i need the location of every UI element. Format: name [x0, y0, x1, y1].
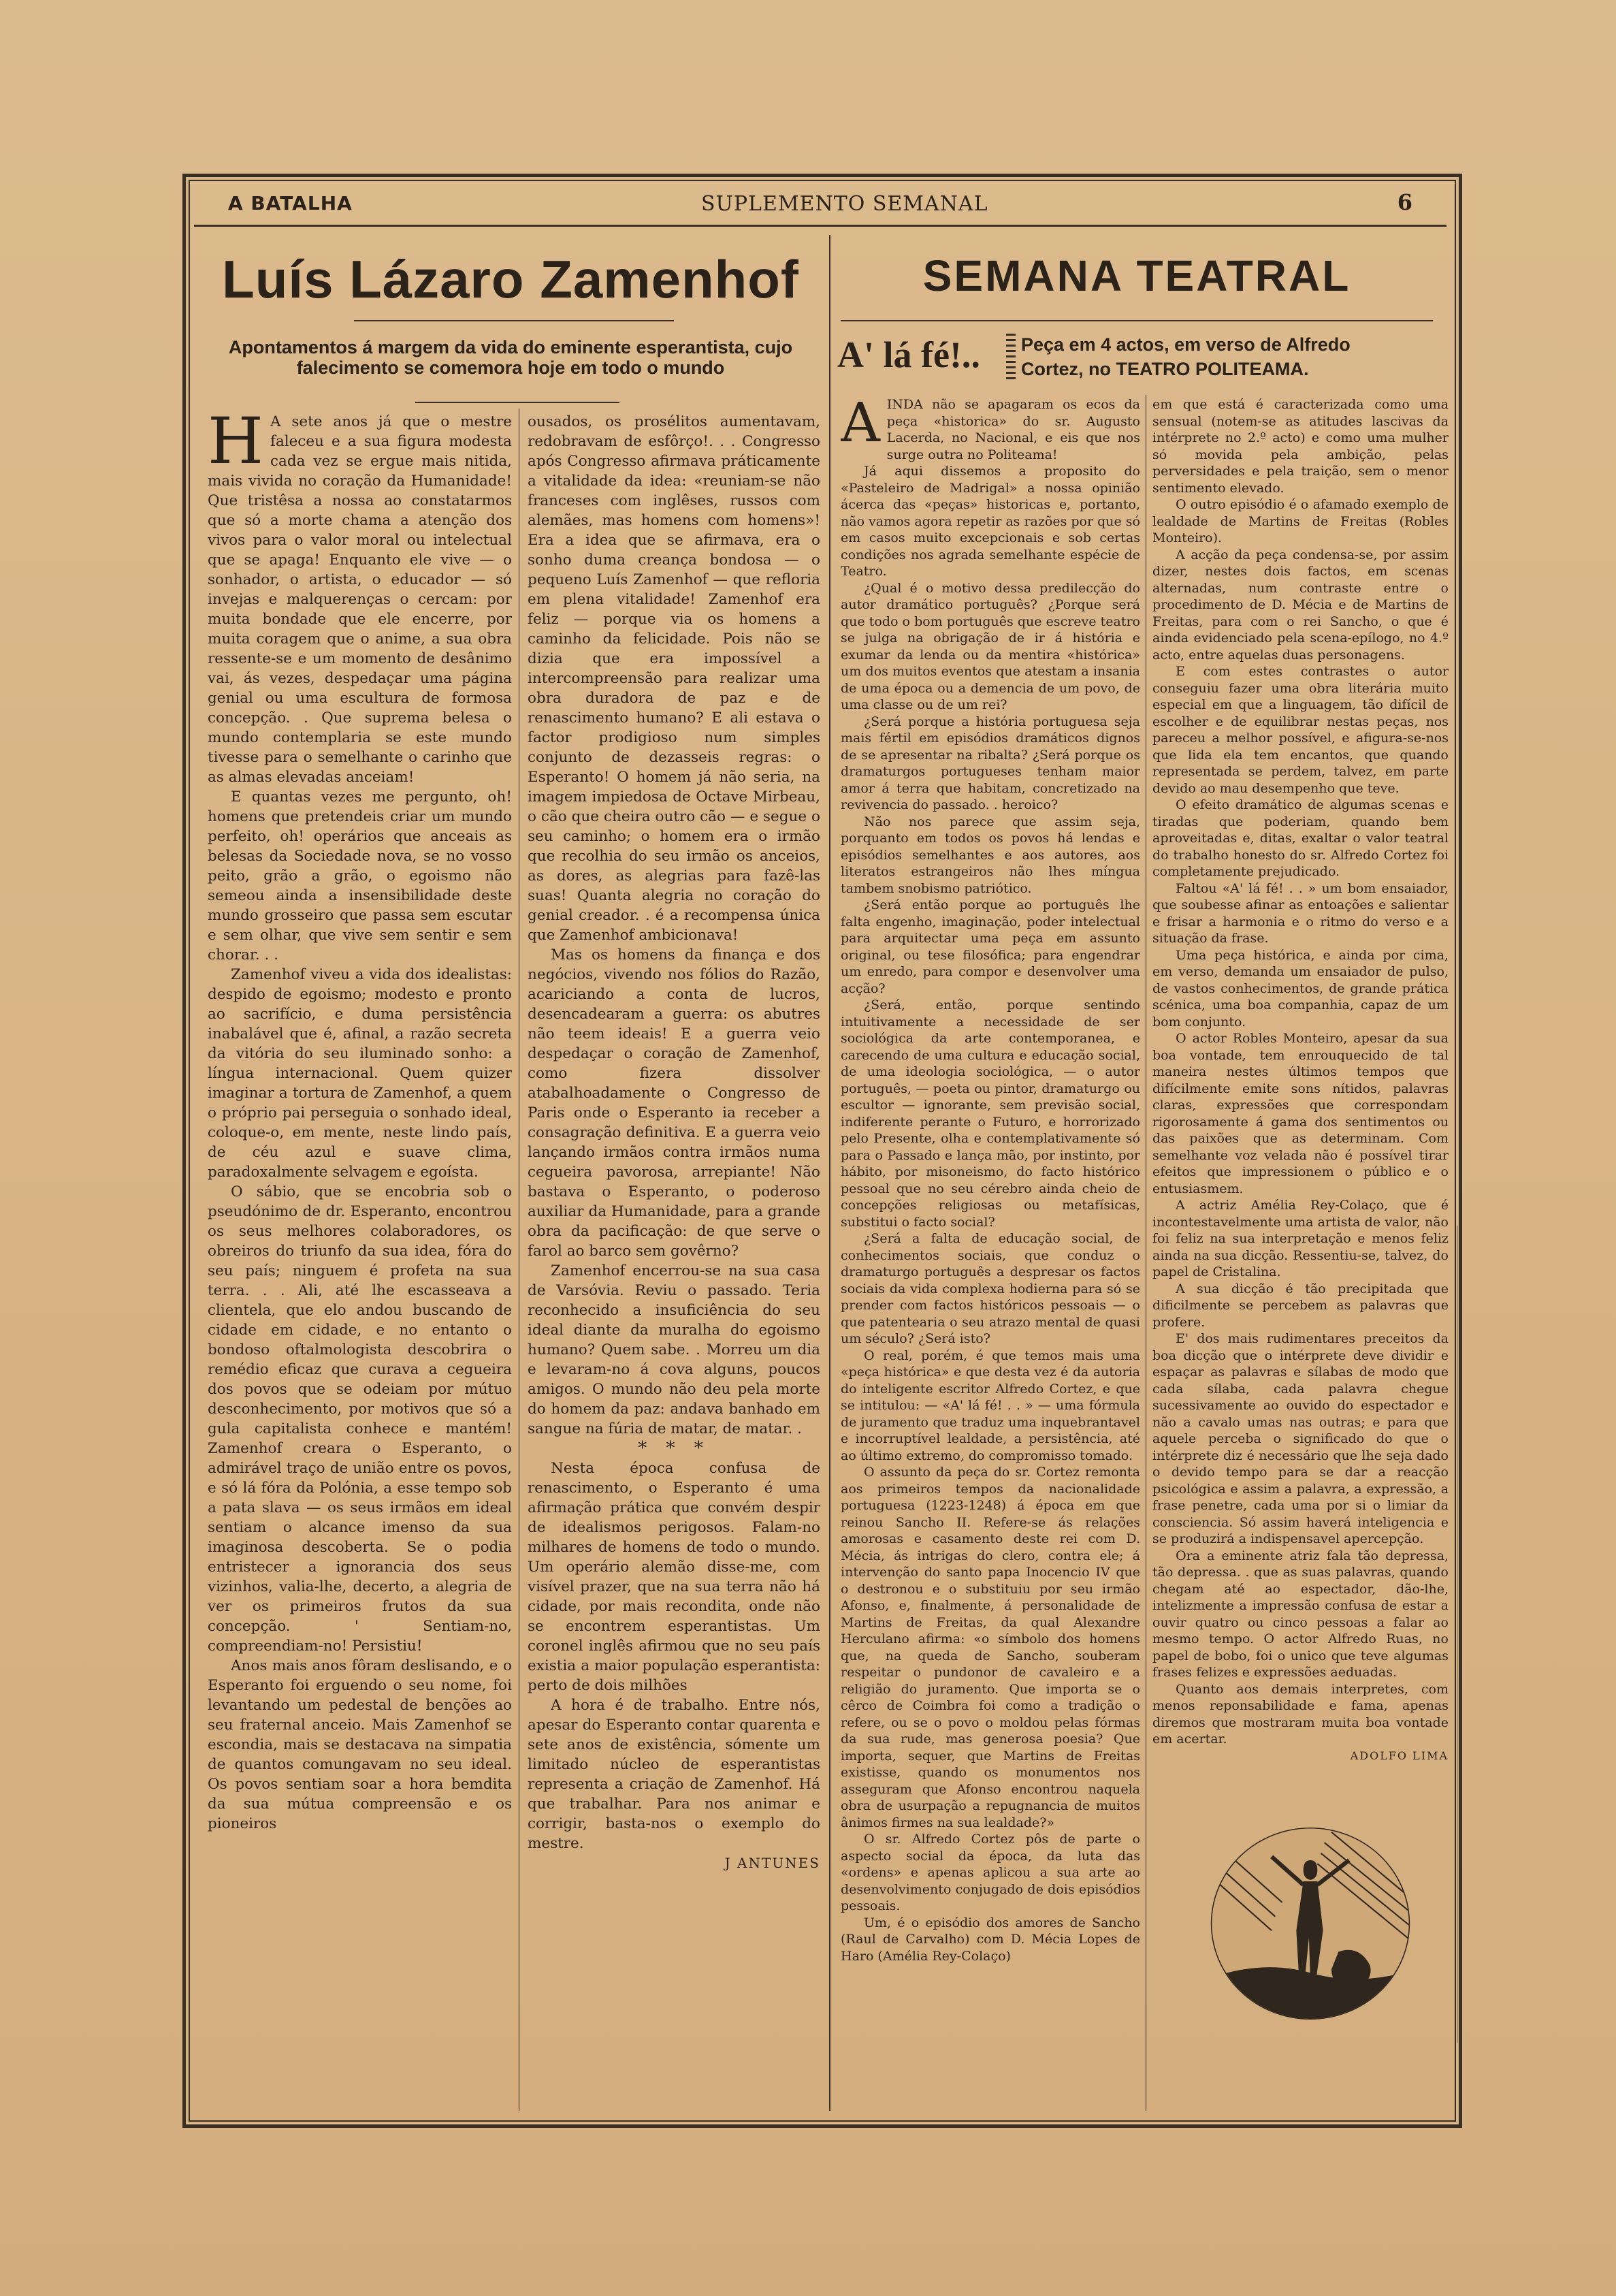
paragraph: A sua dicção é tão precipitada que dificilmente se percebem as palavras que profere. — [1152, 1281, 1449, 1330]
title-rule — [354, 320, 674, 321]
paragraph: O efeito dramático de algumas scenas e tiradas que poderiam, quando bem aproveitadas e, ditas, exaltar o valor teatral do trabalho honesto do sr. Alfredo Cortez foi completamente prejudicado. — [1152, 797, 1449, 879]
paragraph: O sábio, que se encobria sob o pseudónimo de dr. Esperanto, encontrou os seus melhores colaboradores, os obreiros do triunfo da sua idea, fóra do seu país; ninguem é profeta na sua terra. . . Ali, até lhe escasseava a clientela, que elo andou buscando de cidade em cidade, e no entanto o bondoso oftalmologista descobrira o remédio eficaz que curava a cegueira dos povos que se odeiam por mútuo desconhecimento, por motivos que só a gula capitalista conhece e mantém! Zamenhof creara o Esperanto, o admirável traço de união entre os povos, e só lá fóra da Polónia, a esse tempo sob a pata slava — os seus irmãos em ideal sentiam o alcance imenso da sua imaginosa descoberta. Se o podia entristecer a ignorancia dos seus vizinhos, valia-lhe, decerto, a alegria de ver os primeiros frutos da sua concepção. ' Sentiam-no, compreendiam-no! Persistiu! — [208, 1183, 512, 1655]
paragraph: Mas os homens da finança e dos negócios, vivendo nos fólios do Razão, acariciando a conta de lucros, desencadearam a guerra: os abutres não teem ideais! E a guerra veio despedaçar o coração de Zamenhof, como fizera dissolver atabalhoadamente o Congresso de Paris onde o Esperanto ia receber a consagração definitiva. E a guerra veio lançando irmãos contra irmãos numa cegueira pavorosa, arrepiante! Não bastava o Esperanto, o poderoso auxiliar da Humanidade, para a grande obra da pacificação: de que serve o farol ao barco sem govêrno? — [528, 946, 820, 1260]
woodcut-figure-icon — [1205, 1818, 1416, 2029]
ornament-bar — [1006, 334, 1016, 383]
paragraph: A hora é de trabalho. Entre nós, apesar do Esperanto contar quarenta e sete anos de existência, sómente um limitado núcleo de esperantistas representa a criação de Zamenhof. Há que trabalhar. Para nos animar e corrigir, basta-nos o exemplo do mestre. — [528, 1697, 820, 1852]
paragraph: ousados, os prosélitos aumentavam, redobravam de esfôrço!. . . Congresso após Congresso afirmava práticamente a vitalidade da idea: «reuniam-se não franceses com inglêses, russos com alemães, mas homens com homens»! Era a idea que se afirmava, era o sonho duma creança bondosa — o pequeno Luís Zamenhof — que refloria em plena vitalidade! Zamenhof era feliz — porque via os homens a caminho da felicidade. Pois não se dizia que era impossível a intercompreensão para realizar uma obra duradora de paz e de renascimento humano? E ali estava o factor prodigioso num simples conjunto de dezasseis regras: o Esperanto! O homem já não seria, na imagem impiedosa de Octave Mirbeau, o cão que cheira outro cão — e segue o seu caminho; o homem era o irmão que recolhia do seu irmão os anceios, as dores, as alegrias para fazê-las suas! Quanta alegria no coração do genial creador. . é a recompensa única que Zamenhof ambicionava! — [528, 413, 820, 944]
paragraph: O outro episódio é o afamado exemplo de lealdade de Martins de Freitas (Robles Monteiro). — [1152, 497, 1449, 545]
paragraph: E quantas vezes me pergunto, oh! homens que pretendeis criar um mundo perfeito, oh! operários que anceais as belesas da Sociedade nova, se no vosso peito, grão a grão, o egoismo não semeou ainda a insensibilidade deste mundo grosseiro que passa sem escutar e sem olhar, que vive sem sentir e sem chorar. . . — [208, 788, 512, 963]
paragraph: Anos mais anos fôram deslisando, e o Esperanto foi erguendo o seu nome, foi levantando um pedestal de benções ao seu fraternal anceio. Mais Zamenhof se escondia, mais se destacava na simpatia de quantos comungavam no seu ideal. Os povos sentiam soar a hora bemdita da sua mútua compreensão e os pioneiros — [208, 1657, 512, 1832]
paragraph: Quanto aos demais interpretes, com menos reponsabilidade e fama, apenas diremos que mostraram muita boa vontade em acertar. — [1152, 1681, 1449, 1747]
subtitle-rule — [415, 402, 619, 403]
paragraph: Não nos parece que assim seja, porquanto em todos os povos há lendas e episódios semelhantes e aos autores, aos literatos estrangeiros não lhes míngua tambem snobismo patriótico. — [841, 814, 1140, 896]
paragraph: Um, é o episódio dos amores de Sancho (Raul de Carvalho) com D. Mécia Lopes de Haro (Amélia Rey-Colaço) — [841, 1915, 1140, 1964]
article-title: Luís Lázaro Zamenhof — [222, 249, 799, 309]
paragraph: Uma peça histórica, e ainda por cima, em verso, demanda um ensaiador de pulso, de vastos conhecimentos, de grande prática scénica, uma boa companhia, capaz de um bom conjunto. — [1152, 947, 1449, 1030]
page-crease — [1457, 1226, 1458, 2043]
paragraph: ¿Será, então, porque sentindo intuitivamente a necessidade de ser sociológica da arte contemporanea, e carecendo de uma cultura e educação social, de uma ideologia sociológica, — o autor português, — poeta ou pintor, dramaturgo ou escultor — ignorante, sem previsão social, indiferente perante o Futuro, e horrorizado pelo Presente, olha e contemplativamente só para o Passado e lança mão, por instinto, por hábito, por misoneismo, do facto histórico pessoal que no seu cérebro ainda cheio de concepções religiosas ou metafísicas, substitui o facto social? — [841, 998, 1140, 1230]
paragraph: Faltou «A' lá fé! . . » um bom ensaiador, que soubesse afinar as entoações e salientar e frisar a harmonia e o ritmo do verso e a situação da frase. — [1152, 880, 1449, 946]
paragraph: Já aqui dissemos a proposito do «Pasteleiro de Madrigal» a nossa opinião ácerca das «peças» historicas e, portanto, não vamos agora repetir as razões por que só em casos muito excepcionais e sob certas condições nos agrada semelhante espécie de Teatro. — [841, 464, 1140, 579]
author-signature: J ANTUNES — [724, 1855, 820, 1871]
paragraph: A acção da peça condensa-se, por assim dizer, nestes dois factos, em scenas alternadas, num contraste entre o procedimento de D. Mécia e de Martins de Freitas, para com o rei Sancho, o que é ainda evidenciado pela scena-epílogo, no 4.º acto, entre aquelas duas personagens. — [1152, 547, 1449, 663]
paragraph: O sr. Alfredo Cortez pôs de parte o aspecto social da época, da luta das «ordens» e apenas aplicou a sua arte ao desenvolvimento conjugado de dois episódios pessoais. — [841, 1832, 1140, 1913]
paragraph: ¿Será a falta de educação social, de conhecimentos sociais, que conduz o dramaturgo português a despresar os factos sociais da vida complexa hodierna para só se prender com factos históricos pessoais — o que patentearia o seu atrazo mental de quasi um século? ¿Será isto? — [841, 1231, 1140, 1346]
right-article-column-2 — [1152, 396, 1449, 1813]
page-header — [194, 184, 1447, 227]
main-divider — [829, 235, 830, 2111]
right-article-column-1 — [841, 396, 1140, 2107]
paragraph: A actriz Amélia Rey-Colaço, que é incontestavelmente uma artista de valor, não foi feliz na sua interpretação e menos feliz ainda na sua dicção. Ressentiu-se, talvez, do papel de Cristalina. — [1152, 1198, 1449, 1279]
play-subtitle-line: Cortez, no TEATRO POLITEAMA. — [1021, 359, 1309, 379]
left-article-column-2 — [528, 412, 820, 2111]
dropcap: H — [208, 412, 263, 479]
paragraph: ¿Será então porque ao português lhe falta engenho, imaginação, poder intelectual para arquitectar uma peça em assunto original, ou tese filosófica; para engendrar um enredo, para compor e desenvolver uma acção? — [841, 897, 1140, 996]
article-subtitle: Apontamentos á margem da vida do eminente esperantista, cujo falecimento se comemora hoje em todo o mundo — [228, 337, 793, 378]
paragraph: ¿Qual é o motivo dessa predilecção do autor dramático português? ¿Porque será que todo o bom português que escreve teatro se julga na obrigação de ir á história e exumar da lenda ou da mentira «histórica» um dos muitos eventos que atestam a insania de uma época ou a demencia de um povo, de uma classe ou de um rei? — [841, 580, 1140, 712]
paragraph: Ora a eminente atriz fala tão depressa, tão depressa. . que as suas palavras, quando chegam até ao espectador, dão-lhe, intelizmente a impressão confusa de estar a ouvir quatro ou cinco pessoas a falar ao mesmo tempo. O actor Alfredo Ruas, no papel de bobo, foi o unico que teve algumas frases felizes e expressões aeduadas. — [1152, 1548, 1449, 1680]
play-title: A' lá fé!.. — [837, 334, 980, 375]
author-signature: ADOLFO LIMA — [1350, 1749, 1449, 1762]
dropcap: A — [841, 396, 880, 454]
paragraph: ¿Será porque a história portuguesa seja mais fértil em episódios dramáticos dignos de se apresentar na ribalta? ¿Será porque os dramaturgos portugueses tenham maior amor á terra que habitam, concretizado na revivencia do passado. . heroico? — [841, 714, 1140, 812]
paragraph: O assunto da peça do sr. Cortez remonta aos primeiros tempos da nacionalidade portuguesa (1223-1248) á época em que reinou Sancho II. Refere-se ás relações amorosas e casamento deste rei com D. Mécia, ás intrigas do clero, contra ele; á intervenção do santo papa Inocencio IV que o destronou e o substituiu por seu irmão Afonso, e, finalmente, á personalidade de Martins de Freitas, da qual Alexandre Herculano afirma: «o símbolo dos homens que, na queda de Sancho, souberam respeitar o pundonor de cavaleiro e a religião do juramento. Que importa se o cêrco de Coimbra foi como a tradição o refere, ou se o povo o moldou pelas fórmas da sua rude, mas generosa poesia? Que importa, sequer, que Martins de Freitas existisse, quando os monumentos nos asseguram que Afonso encontrou naquela obra de usurpação a repugnancia de muitos ânimos firmes na sua lealdade?» — [841, 1465, 1140, 1830]
paragraph: O real, porém, é que temos mais uma «peça histórica» e que desta vez é da autoria do inteligente escritor Alfredo Cortez, e que se intitulou: — «A' lá fé! . . » — uma fórmula de juramento que traduz uma inquebrantavel e incorruptível lealdade, a persistência, até ao último extremo, do compromisso tomado. — [841, 1348, 1140, 1463]
page-number: 6 — [1397, 189, 1412, 215]
section-break: * * * — [638, 1438, 710, 1458]
paragraph: E' dos mais rudimentares preceitos da boa dicção que o intérprete deve dividir e espaçar as palavras e sílabas de modo que cada sílaba, cada palavra chegue sucessivamente ao ouvido do espectador e não a cavalo umas nas outras; e para que aquele perceba o significado do que o intérprete diz é necessário que lhe seja dado o devido tempo para se dar a reacção psicológica e assim a palavra, a expressão, a frase penetre, cada uma por si o limiar da consciencia. Só assim haverá inteligencia e se produzirá a indispensavel apercepção. — [1152, 1331, 1449, 1546]
left-article-column-1 — [208, 412, 512, 2104]
paragraph: E com estes contrastes o autor conseguiu fazer uma obra literária muito especial em que a linguagem, tão difícil de escolher e de equilibrar nestas peças, nos pareceu a melhor possível, e afigura-se-nos que lida ela tem encantos, que quando representada se perdem, talvez, em parte devido ao mau desempenho que teve. — [1152, 664, 1449, 796]
play-subtitle-line: Peça em 4 actos, em verso de Alfredo — [1021, 334, 1351, 355]
paragraph: A sete anos já que o mestre faleceu e a sua figura modesta cada vez se ergue mais nitida, mais vivida no coração da Humanidade! Que tristêsa a nossa ao constatarmos que só a morte chama a atenção dos vivos para o valor moral ou intelectual que se apaga! Enquanto ele vive — o sonhador, o artista, o educador — só invejas e malquerenças o cercam: por muita bondade que ele encerre, por muita coragem que o anime, a sua obra ressente-se e um momento de desânimo vai, ás vezes, despedaçar uma página genial ou uma escultura de formosa concepção. . Que suprema belesa o mundo contemplaria se este mundo tivesse para o semelhante o carinho que as almas elevadas anceiam! — [208, 413, 512, 786]
paragraph: Nesta época confusa de renascimento, o Esperanto é uma afirmação prática que convém despir de idealismos perigosos. Falam-no milhares de homens de todo o mundo. Um operário alemão disse-me, com visível prazer, que na sua terra não há cidade, por mais recondita, onde não se encontrem esperantistas. Um coronel inglês afirmou que no seu país existia a maior população esperantista: perto de dois milhões — [528, 1460, 820, 1694]
play-subtitle — [1021, 332, 1436, 381]
title-rule — [841, 320, 1433, 321]
theatre-section-title: SEMANA TEATRAL — [922, 251, 1351, 300]
paragraph: O actor Robles Monteiro, apesar da sua boa vontade, tem enrouquecido de tal maneira nestes últimos tempos que difícilmente emite sons nítidos, palavras claras, expressões que correspondam rigorosamente á gama dos sentimentos ou das paixões que as determinam. Com semelhante voz velada não é possível tirar efeitos que impressionem o público e o entusiasmem. — [1152, 1031, 1449, 1196]
paper-name: A BATALHA — [228, 192, 353, 214]
section-name: SUPLEMENTO SEMANAL — [701, 192, 988, 216]
paragraph: Zamenhof viveu a vida dos idealistas: despido de egoismo; modesto e pronto ao sacrifício, e duma persistência inabalável que é, afinal, a razão secreta da vitória do seu iluminado sonho: a língua internacional. Quem quizer imaginar a tortura de Zamenhof, a quem o próprio pai perseguia o sonhado ideal, coloque-o, em mente, neste lindo país, de céu azul e suave clima, paradoxalmente selvagem e egoísta. — [208, 966, 512, 1181]
paragraph: INDA não se apagaram os ecos da peça «historica» do sr. Augusto Lacerda, no Nacional, e eis que nos surge outra no Politeama! — [886, 397, 1140, 462]
paragraph: em que está é caracterizada como uma sensual (notem-se as atitudes lascivas da intérprete no 2.º acto) e como uma mulher só movida pela ambição, pelas perversidades e pela traição, sem o menor sentimento elevado. — [1152, 397, 1449, 496]
paragraph: Zamenhof encerrou-se na sua casa de Varsóvia. Reviu o passado. Teria reconhecido a insuficiência do seu ideal diante da muralha do egoismo humano? Quem sabe. . Morreu um dia e levaram-no á cova alguns, poucos amigos. O mundo não deu pela morte do homem da paz: andava banhado em sangue na fúria de matar, de matar. . — [528, 1262, 820, 1437]
